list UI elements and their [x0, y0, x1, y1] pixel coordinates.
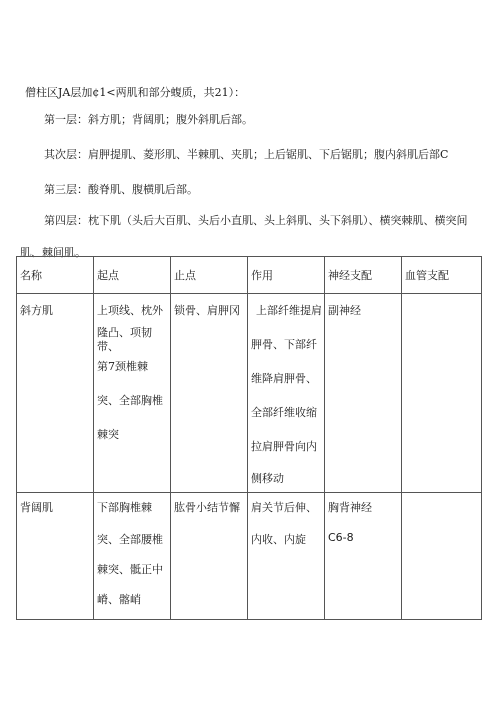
table-row [17, 493, 482, 620]
cell-nerve: 胸背神经 C6-8 [325, 493, 402, 620]
cell-nerve: 副神经 [325, 294, 402, 493]
layer-1-text: 第一层：斜方肌；背阔肌；腹外斜肌后部。 [44, 113, 253, 126]
header-vessel: 血管支配 [402, 257, 482, 294]
header-name: 名称 [17, 257, 94, 294]
layer-4-text: 第四层：枕下肌（头后大百肌、头后小直肌、头上斜肌、头下斜肌）、横突棘肌、横突间 [44, 214, 468, 227]
cell-origin: 下部胸椎棘 突、全部腰椎 棘突、骶正中 嵴、髂峭 [94, 493, 171, 620]
cell-action: 上部纤维提肩 胛骨、下部纤 维降肩胛骨、 全部纤维收缩 拉肩胛骨向内 侧移动 [248, 294, 325, 493]
cell-vessel [402, 493, 482, 620]
cell-insertion: 锁骨、肩胛冈 [171, 294, 248, 493]
table-header-row [17, 257, 482, 294]
cell-insertion: 肱骨小结节懈 [171, 493, 248, 620]
header-origin: 起点 [94, 257, 171, 294]
muscle-table [16, 256, 482, 620]
cell-name: 背阔肌 [17, 493, 94, 620]
cell-vessel [402, 294, 482, 493]
header-nerve: 神经支配 [325, 257, 402, 294]
intro-heading: 僧柱区JA层加¢1<两肌和部分蝮质，共21）： [25, 86, 246, 99]
layer-2-text: 其次层：肩胛提肌、菱形肌、半棘肌、夹肌；上后锯肌、下后锯肌；腹内斜肌后部C [44, 148, 449, 161]
cell-action: 肩关节后伸、 内收、内旋 [248, 493, 325, 620]
layer-4-text-continued: 肌、棘间肌。 [20, 246, 86, 259]
cell-name: 斜方肌 [17, 294, 94, 493]
header-action: 作用 [248, 257, 325, 294]
layer-3-text: 第三层：酸脊肌、腹横肌后部。 [44, 183, 198, 196]
table-row [17, 294, 482, 493]
header-insertion: 止点 [171, 257, 248, 294]
cell-origin: 上项线、枕外 隆凸、项韧 带、 第7颈椎棘 突、全部胸椎 棘突 [94, 294, 171, 493]
